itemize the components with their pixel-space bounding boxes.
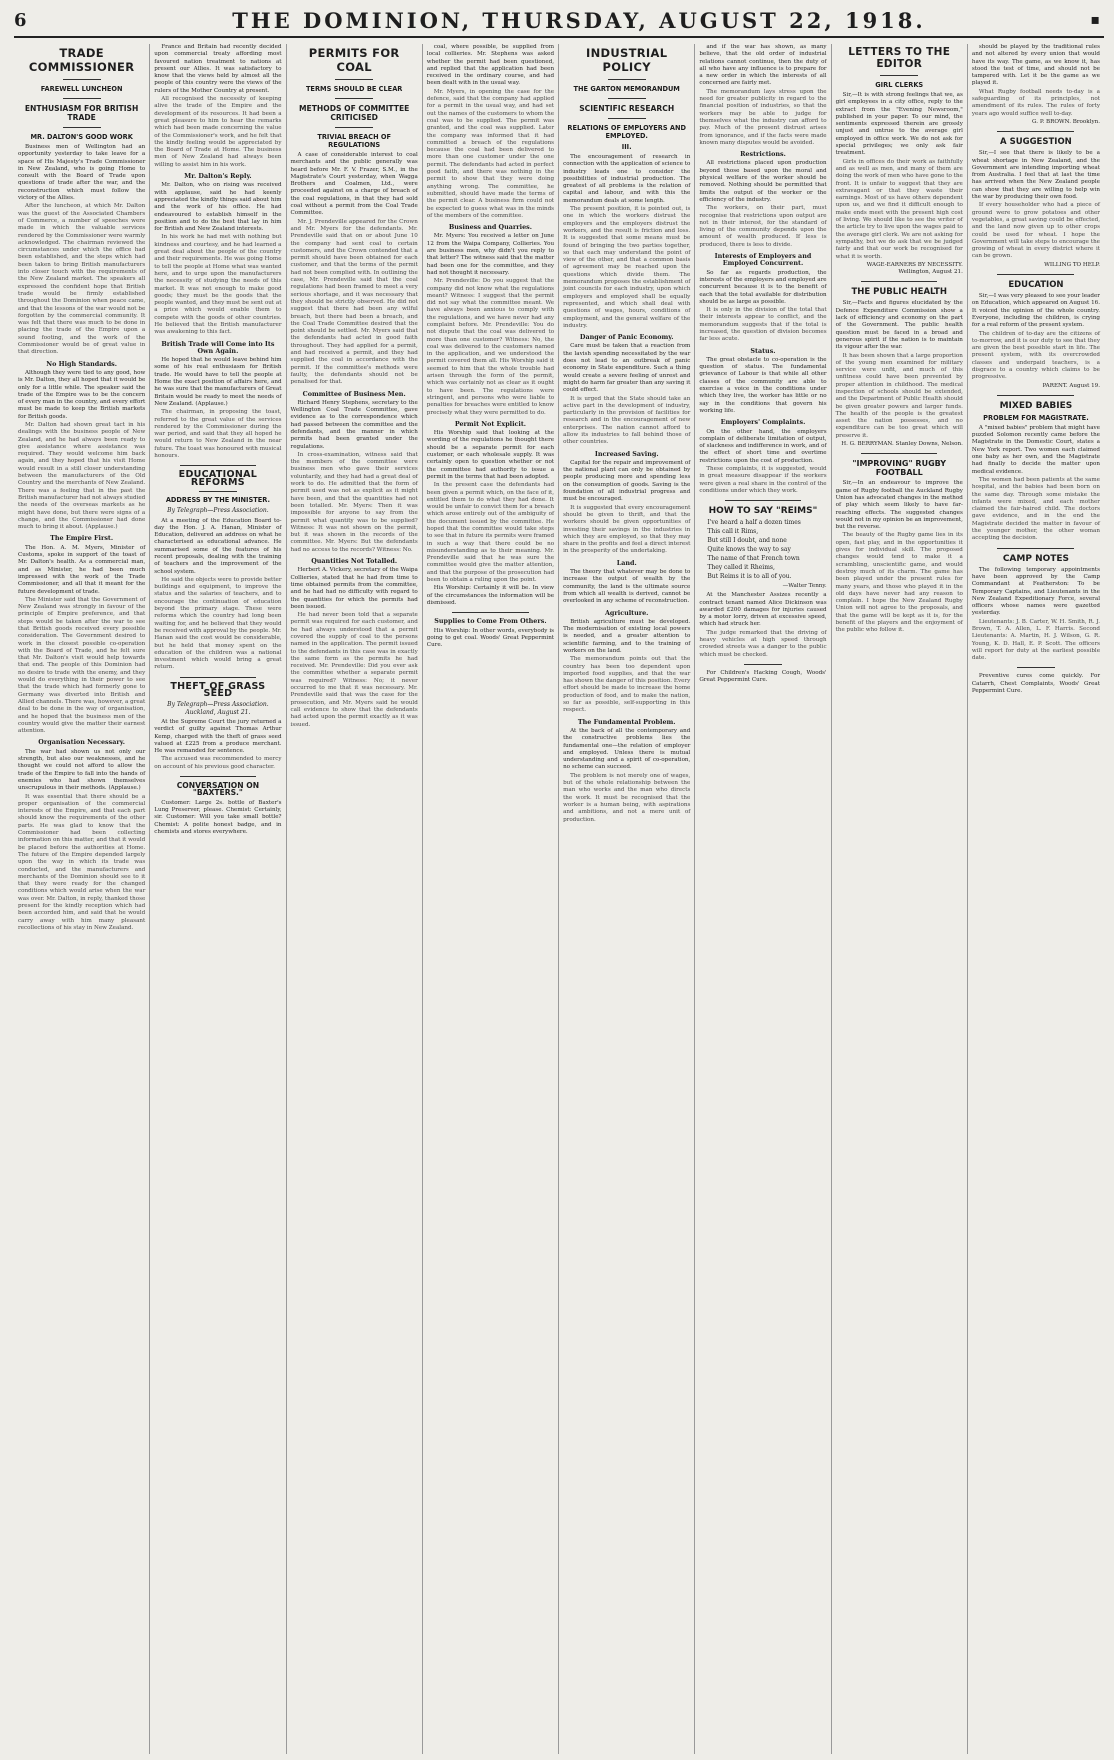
paragraph: The theory that whatever may be done to increase the output of wealth by the community, the land is the ultimate source from which all wealth is derived, cannot be overlooked in any scheme of reconstruction. [563,569,691,605]
article-body: and if the war has shown, as many believe, that the old order of industrial relations cannot continue, then the duty of all who have any influence is to prepare for a new order in which the interests of all concerned are fairly met. The memorandum lays stress upon the need for greater publicity in regard to the financial position of industries, so that the workers may be able to judge for themselves what the industry can afford to pay. Much of the present distrust arises from ignorance, and if the facts were made known many disputes would be avoided. Restrictions. All restrictions placed upon production beyond those based upon the moral and physical welfare of the worker should be removed. Nothing should be permitted that limits the output of the worker or the efficiency of the industry. The workers, on their part, must recognise that restrictions upon output are not in their interest, for the standard of living of the community depends upon the amount of wealth produced. If less is produced, there is less to divide. Interests of Employers and Employed Concurrent. So far as regards production, the interests of the employers and employed are concurrent because it is to the benefit of each that the total available for distribution should be as large as possible. It is only in the division of the total that their interests appear to conflict, and the memorandum suggests that if the total is increased, the question of division becomes far less acute. Status. The great obstacle to co-operation is the question of status. The fundamental grievance of Labour is that while all other classes of the community are able to exercise a voice in the conditions under which they live, the worker has little or no say in the conditions that govern his working life. Employers' Complaints. On the other hand, the employers complain of deliberate limitation of output, of slackness and indifference in work, and of the effect of short time and overtime restrictions upon the cost of production. These complaints, it is suggested, would in great measure disappear if the workers were given a real share in the control of the conditions under which they work. [699,44,827,494]
deck-farewell-luncheon: FAREWELL LUNCHEON [40,85,123,93]
column-8: should be played by the traditional rules and not altered by every union that would have its way. The game, as we know it, has stood the test of time, and should not be tampered with. Let it be the game as we played it. What Rugby football needs to-day is a safeguarding of its principles, not amendment of its rules. The rules of forty years ago would suffice well to-day. G. P. BROWN. Brooklyn. A SUGGESTION Sir,—I see that there is likely to be a wheat shortage in New Zealand, and the Government are intending importing wheat from Australia. I feel that at last the time has arrived when the New Zealand people can show that they are willing to help win the war by producing their own food. If every householder who had a piece of ground were to grow potatoes and other vegetables, a great saving could be effected, and the land now given up to other crops could be used for wheat. I hope the Government will take steps to encourage the growing of wheat in every district where it can be grown. WILLING TO HELP. EDUCATION Sir,—I was very pleased to see your leader on Education, which appeared on August 16. It voiced the opinion of the whole country. Everyone, including the children, is crying for a real reform of the present system. The children of to-day are the citizens of to-morrow, and it is our duty to see that they are given the best possible start in life. The present system, with its overcrowded classes and underpaid teachers, is a disgrace to a country which claims to be progressive. PARENT. August 19. MIXED BABIES PROBLEM FOR MAGISTRATE. A "mixed babies" problem that might have puzzled Solomon recently came before the Magistrate in the Domestic Court, states a New York report. Two women each claimed one baby as her own, and the Magistrate had finally to decide the matter upon medical evidence. The women had been patients at the same hospital, and the babies had been born on the same day. Through some mistake the infants were mixed, and each mother claimed the fair-haired child. The doctors gave evidence, and in the end the Magistrate decided the matter in favour of the younger mother, the other woman accepting the decision. CAMP NOTES The following temporary appointments have been approved by the Camp Commandant at Featherston: To be Temporary Captains, and Lieutenants in the New Zealand Expeditionary Force, several officers whose names were gazetted yesterday. Lieutenants: J. B. Carter, W. H. Smith, R. J. Brown, T. A. Allen, L. F. Harris. Second Lieutenants: A. Martin, H. J. Wilson, G. R. Young, K. D. Hall, E. P. Scott. The officers will report for duty at the earliest possible date. Preventive cures come quickly. For Catarrh, Chest Complaints, Woods' Great Peppermint Cure. [971,44,1100,695]
subheading: Quantities Not Totalled. [311,557,398,566]
signature: PARENT. August 19. [1042,382,1100,389]
subheading: Interests of Employers and Employed Concurrent. [714,252,812,268]
headline-camp-notes: CAMP NOTES [1002,553,1070,564]
subheading: Restrictions. [740,150,786,159]
paragraph: Herbert A. Vickery, secretary of the Waipa Collieries, stated that he had from time to time obtained permits from the committee, and he had had no difficulty with regard to the quantities for which the permits had been issued. [290,567,418,610]
article-body: coal, where possible, be supplied from local collieries. Mr. Stephens was asked whether the permit had been questioned, and replied that the application had been received in the ordinary course, and had been dealt with in the usual way. Mr. Myers, in opening the case for the defence, said that the company had applied for a permit in the usual way, and had set out the names of the customers to whom the coal was to be supplied. The permit was granted, and the coal was supplied. Later the company was informed that it had committed a breach of the regulations because the coal had been delivered to more than one customer under the one permit. The defendants had acted in perfect good faith, and there was nothing in the permit to show that they were doing anything wrong. The committee, he submitted, should have made the terms of the permit clear. A business firm could not be expected to guess what was in the minds of the members of the committee. Business and Quarries. Mr. Myers: You received a letter on June 12 from the Waipa Company, Collieries. You are business men, why didn't you reply to that letter? The witness said that the matter had been one for the committee, and they had not thought it necessary. Mr. Prendeville: Do you suggest that the company did not know what the regulations meant? Witness: I suggest that the permit did not say what the committee meant. We have always been anxious to comply with the regulations, and we have never had any complaint before. Mr. Prendeville: You do not dispute that the coal was delivered to more than one customer? Witness: No, the coal was delivered to the customers named in the application, and we understood the permit covered them all. His Worship said it seemed to him that the whole trouble had arisen through the form of the permit, which was certainly not as clear as it ought to have been. The regulations were stringent, and persons who were liable to penalties for breaches were entitled to know precisely what they were permitted to do. Permit Not Explicit. His Worship said that looking at the wording of the regulations he thought there should be a separate permit for each customer, or each wholesale supply. It was certainly open to question whether or not the committee had authority to issue a permit in the terms that had been adopted. In the present case the defendants had been given a permit which, on the face of it, entitled them to do what they had done. It would be unfair to convict them for a breach which arose entirely out of the ambiguity of the document issued by the committee. He hoped that the committee would take steps to see that in future its permits were framed in such a way that there could be no misunderstanding as to their meaning. Mr. Prendeville said that he was sure the committee would give the matter attention, and that the purpose of the prosecution had been to obtain a ruling upon the point. His Worship: Certainly it will be. In view of the circumstances the information will be dismissed. Supplies to Come From Others. His Worship: In other words, everybody is going to get coal. Woods' Great Peppermint Cure. [426,44,555,649]
paragraph: The Hon. A. M. Myers, Minister of Customs, spoke in support of the toast of Mr. Dalton's health. As a commercial man, and as Minister, he had been much impressed with the work of the Trade Commissioner, and all that it meant for the future development of trade. [18,544,146,595]
column-5 [559,44,695,1754]
advertisement-heading: Supplies to Come From Others. [434,617,547,626]
subheading: Mr. Dalton's Reply. [184,172,252,181]
subheading: No High Standards. [46,359,118,368]
headline-industrial-policy: INDUSTRIAL POLICY [586,46,668,74]
advertisement: Customer: Large 2s. bottle of Baxter's Lung Preserver, please. Chemist: Certainly, sir. Customer: Will you take small bottle? Chemist: A polite honest badge, and in chemists and stores everywhere. [154,799,282,835]
poem-signature: —Walter Tenny. [782,583,827,590]
article-body: A case of considerable interest to coal merchants and the public generally was heard before Mr. F. V. Frazer, S.M., in the Magistrate's Court yesterday, when Wagga Brothers and Coalmen, Ltd., were proceeded against on a charge of breach of the coal regulations, in that they had sold coal without a permit from the Coal Trade Committee. Mr. J. Prendeville appeared for the Crown and Mr. Myers for the defendants. Mr. Prendeville said that on or about June 10 the company had sent coal to certain customers, and the Crown contended that a permit should have been obtained for each customer, and that the terms of the permit had not been complied with. In outlining the case, Mr. Prendeville said that the coal regulations had been framed to meet a very serious shortage, and it was necessary that they should be strictly observed. He did not suggest that there had been any wilful breach, but there had been a breach, and the Coal Trade Committee desired that the point should be settled. Mr. Myers said that the defendants had acted in good faith throughout. They had applied for a permit, and had received a permit, and they had supplied the coal in accordance with the permit. If the committee's methods were faulty, the defendants should not be penalised for that. Committee of Business Men. Richard Henry Stephens, secretary to the Wellington Coal Trade Committee, gave evidence as to the correspondence which had passed between the committee and the defendants, and the manner in which permits had been granted under the regulations. In cross-examination, witness said that the members of the committee were business men who gave their services voluntarily, and they had had a great deal of work to do. He admitted that the form of permit used was not as explicit as it might have been, and that the quantities had not been totalled. Mr. Myers: Then it was impossible for anyone to say from the permit what quantity was to be supplied? Witness: It was not shown on the permit, but it was shown in the records of the committee. Mr. Myers: But the defendants had no access to the records? Witness: No. Quantities Not Totalled. Herbert A. Vickery, secretary of the Waipa Collieries, stated that he had from time to time obtained permits from the committee, and he had had no difficulty with regard to the quantities for which the permits had been issued. He had never been told that a separate permit was required for each customer, and he had always understood that a permit covered the supply of coal to the persons named in the application. The permit issued to the defendants in this case was in exactly the same form as the permits he had received. Mr. Prendeville: Did you ever ask the committee whether a separate permit was required? Witness: No; it never occurred to me that it was necessary. Mr. Prendeville said that was the case for the prosecution, and Mr. Myers said he would call evidence to show that the defendants had acted upon the permit exactly as it was issued. [290,152,418,728]
paragraph: At the Supreme Court the jury returned a verdict of guilty against Thomas Arthur Kemp, charged with the theft of grass seed valued at £225 from a produce merchant. He was remanded for sentence. [154,718,282,755]
article-body: should be played by the traditional rules and not altered by every union that would have its way. The game, as we know it, has stood the test of time, and should not be tampered with. Let it be the game as we played it. What Rugby football needs to-day is a safeguarding of its principles, not amendment of its rules. The rules of forty years ago would suffice well to-day. G. P. BROWN. Brooklyn. [971,44,1100,125]
subheading: Employers' Complaints. [720,418,806,427]
paragraph: Mr. Myers: You received a letter on June 12 from the Waipa Company, Collieries. You are business men, why didn't you reply to that letter? The witness said that the matter had been one for the committee, and they had not thought it necessary. [426,233,555,276]
paragraph: Richard Henry Stephens, secretary to the Wellington Coal Trade Committee, gave evidence as to the correspondence which had passed between the committee and the defendants, and the manner in which permits had been granted under the regulations. [290,399,418,450]
headline-letters-to-editor: LETTERS TO THE EDITOR [848,46,951,70]
deck-enthusiasm: ENTHUSIASM FOR BRITISH TRADE [24,104,139,122]
paragraph: The following temporary appointments have been approved by the Camp Commandant at Featherston: To be Temporary Captains, and Lieutenants in the New Zealand Expeditionary Force, several officers whose names were gazetted yesterday. [971,566,1100,617]
headline-education: EDUCATION [1008,280,1064,291]
paragraph: In an endeavour to improve the game of Rugby football the Auckland Rugby Union has advocated changes in the method of play which seem likely to have far-reaching effects. The suggested changes would not in my opinion be an improvement, but the reverse. [835,480,963,531]
paragraph: The encouragement of research in connection with the application of science to industry leads one to consider the possibilities of industrial production. The greatest of all problems is the relation of capital and labour, and with this the memorandum deals at some length. [563,154,691,204]
paragraph: At the Manchester Assizes recently a contract tenant named Alice Dickinson was awarded £200 damages for injuries caused by a motor lorry, driven at excessive speed, which had struck her. [699,592,827,628]
part-number: III. [621,143,632,151]
poem-line: Quite knows the way to say [707,546,791,554]
salutation: Sir,— [842,480,858,487]
paragraph: At the back of all the contemporary and the constructive problems lies the fundamental one—the relation of employer and employed. Unless there is mutual understanding and a spirit of co-operation, no scheme can succeed. [563,727,691,771]
headline-how-to-say-reims: HOW TO SAY "REIMS" [708,506,818,517]
paragraph: The great obstacle to co-operation is the question of status. The fundamental grievance of Labour is that while all other classes of the community are able to exercise a voice in the conditions under which they live, the worker has little or no say in the conditions that govern his working life. [699,356,827,414]
subheading: Business and Quarries. [448,223,532,232]
signature: WAGE-EARNERS BY NECESSITY. Wellington, August 21. [866,261,963,276]
signature: H. G. BERRYMAN. Stanley Downs, Nelson. [841,441,963,448]
poem-line: But Reims it is to all of you. [707,573,792,581]
headline-trade-commissioner: TRADE COMMISSIONER [28,46,135,74]
paragraph: He hoped that he would leave behind him some of his real enthusiasm for British trade. He would have to tell the people at Home the exact position of affairs here, and he was sure that the manufacturers of Great Britain would be ready to meet the needs of New Zealand. (Applause.) [154,357,282,407]
deck-trivial-breach: TRIVIAL BREACH OF REGULATIONS [317,133,391,149]
deck-terms-clear: TERMS SHOULD BE CLEAR [305,85,403,93]
deck-methods-criticised: METHODS OF COMMITTEE CRITICISED [299,104,410,122]
paragraph: Although they were tied to any good, how is Mr. Dalton, they all hoped that it would be only for a little while. The speaker said the trade of the Empire was to be the concern of every man in the country, and every effort must be made to keep the British markets for British goods. [18,369,146,420]
paragraph: Care must be taken that a reaction from the lavish spending necessitated by the war does not lead to an outbreak of panic economy in State expenditure. Such a thing would create a severe feeling of unrest and might do harm far greater than any saving it could effect. [563,343,691,394]
salutation: Sir,— [842,92,858,98]
paragraph: So far as regards production, the interests of the employers and employed are concurrent because it is to the benefit of each that the total available for distribution should be as large as possible. [699,269,827,305]
poem-line: But still I doubt, and none [707,537,787,545]
paragraph: I see that there is likely to be a wheat shortage in New Zealand, and the Government are intending importing wheat from Australia. I feel that at last the time has arrived when the New Zealand people can show that they are willing to help win the war by producing their own food. [971,150,1100,201]
column-4 [423,44,559,1754]
headline-mixed-babies: MIXED BABIES [999,400,1073,411]
deck-garton-memorandum: THE GARTON MEMORANDUM [573,85,680,93]
salutation: Sir,— [978,150,994,157]
paragraph: On the other hand, the employers complain of deliberate limitation of output, of slackness and indifference in work, and of the effect of short time and overtime restrictions upon the cost of production. [699,428,827,464]
paragraph: Business men of Wellington had an opportunity yesterday to take leave for a space of His Majesty's Trade Commissioner in New Zealand, who is going Home to consult with the Board of Trade upon questions of trade after the war, and the reconstruction which must follow the victory of the Allies. [18,144,146,202]
signature: G. P. BROWN. Brooklyn. [1032,118,1100,125]
paragraph: Capital for the repair and improvement of the national plant can only be obtained by people producing more and spending less on the consumption of goods. Saving is the foundation of all industrial progress and must be encouraged. [563,459,691,503]
paragraph: At a meeting of the Education Board to-day the Hon. J. A. Hanan, Minister of Education, delivered an address on what he characterised as educational advance. He summarised some of the features of his recent proposals, dealing with the training of teachers and the improvement of the school system. [154,517,282,575]
paragraph: A case of considerable interest to coal merchants and the public generally was heard before Mr. F. V. Frazer, S.M., in the Magistrate's Court yesterday, when Wagga Brothers and Coalmen, Ltd., were proceeded against on a charge of breach of the coal regulations, in that they had sold coal without a permit from the Coal Trade Committee. [290,152,418,217]
article-body: France and Britain had recently decided upon commercial treaty affording most favoured nation treatment to nations at present our Allies. It was satisfactory to know that the views held by almost all the people of this country were the views of the rulers of the Mother Country at present. All recognised the necessity of keeping alive the trade of the Empire and the development of its resources. It had been a great pleasure to him to hear the remarks which had been made concerning the value of the Commissioner's work, and he felt that the kindly feeling would be appreciated by the Board of Trade at Home. The business men of New Zealand had always been willing to assist him in his work. Mr. Dalton's Reply. Mr. Dalton, who on rising was received with applause, said he had keenly appreciated the kindly things said about him and the work of his office. He had endeavoured to establish himself in the position and to do the best that lay in him for British and New Zealand interests. In his work he had met with nothing but kindness and courtesy, and he had learned a great deal about the people of the country and their requirements. He was going Home to tell the people at Home what was wanted here, and to urge upon the manufacturers the necessity of studying the needs of this market. It was not enough to make good goods; they must be the goods that the people wanted, and they must be sent out at a price which would enable them to compete with the goods of other countries. He believed that the British manufacturer was awakening to this fact. British Trade will Come into Its Own Again. He hoped that he would leave behind him some of his real enthusiasm for British trade. He would have to tell the people at Home the exact position of affairs here, and he was sure that the manufacturers of Great Britain would be ready to meet the needs of New Zealand. (Applause.) The chairman, in proposing the toast, referred to the great value of the services rendered by the Commissioner during the war period, and said that they all hoped he would return to New Zealand in the near future. The toast was honoured with musical honours. EDUCATIONAL REFORMS ADDRESS BY THE MINISTER. By Telegraph—Press Association. At a meeting of the Education Board to-day the Hon. J. A. Hanan, Minister of Education, delivered an address on what he characterised as educational advance. He summarised some of the features of his recent proposals, dealing with the training of teachers and the improvement of the school system. He said the objects were to provide better buildings and equipment, to improve the status and the salaries of teachers, and to encourage the continuation of education beyond the primary stage. These were reforms which the country had long been waiting for, and he believed that they would be received with approval by the people. Mr. Hanan said the cost would be considerable, but he held that money spent on the education of the children was a national investment which would bring a great return. THEFT OF GRASS SEED By Telegraph—Press Association. Auckland, August 21. At the Supreme Court the jury returned a verdict of guilty against Thomas Arthur Kemp, charged with the theft of grass seed valued at £225 from a produce merchant. He was remanded for sentence. The accused was recommended to mercy on account of his previous good character. CONVERSATION ON "BAXTERS." Customer: Large 2s. bottle of Baxter's Lung Preserver, please. Chemist: Certainly, sir. Customer: Will you take small bottle? Chemist: A polite honest badge, and in chemists and stores everywhere. [154,44,282,835]
headline-improving-rugby: "IMPROVING" RUGBY FOOTBALL [852,459,947,478]
subheading: Land. [616,558,637,567]
paragraph: Facts and figures elucidated by the Defence Expenditure Commission show a lack of efficiency and economy on the part of the Government. The public health question must be faced in a broad and generous spirit if the nation is to maintain its vigour after the war. [835,300,963,351]
paragraph: should be played by the traditional rules and not altered by every union that would have its way. The game, as we know it, has stood the test of time, and should not be tampered with. Let it be the game as we played it. [971,44,1100,87]
page-number: 6 [14,10,27,31]
subheading: The Fundamental Problem. [577,717,676,726]
subheading: Committee of Business Men. [302,389,406,398]
poem-line: This call it Rims, [707,528,759,536]
article-body: The encouragement of research in connection with the application of science to industry leads one to consider the possibilities of industrial production. The greatest of all problems is the relation of capital and labour, and with this the memorandum deals at some length. The present position, it is pointed out, is one in which the workers distrust the employers and the employers distrust the workers, and the result is friction and loss. It is suggested that some means must be found of bringing the two parties together, so that each may understand the point of view of the other, and that a common basis of agreement may be reached upon the questions which divide them. The memorandum proposes the establishment of joint councils for each industry, upon which employers and employed shall be equally represented, and which shall deal with questions of wages, hours, conditions of employment, and the general welfare of the industry. Danger of Panic Economy. Care must be taken that a reaction from the lavish spending necessitated by the war does not lead to an outbreak of panic economy in State expenditure. Such a thing would create a severe feeling of unrest and might do harm far greater than any saving it could effect. It is urged that the State should take an active part in the development of industry, particularly in the provision of facilities for research and in the encouragement of new enterprises. The nation cannot afford to allow its industries to fall behind those of other countries. Increased Saving. Capital for the repair and improvement of the national plant can only be obtained by people producing more and spending less on the consumption of goods. Saving is the foundation of all industrial progress and must be encouraged. It is suggested that every encouragement should be given to thrift, and that the workers should be given opportunities of investing their savings in the industries in which they are employed, so that they may share in the profits and feel a direct interest in the prosperity of the undertaking. Land. The theory that whatever may be done to increase the output of wealth by the community, the land is the ultimate source from which all wealth is derived, cannot be overlooked in any scheme of reconstruction. Agriculture. British agriculture must be developed. The modernisation of existing local powers is needed, and a greater attention to scientific farming, and to the training of workers on the land. The memorandum points out that the country has been too dependent upon imported food supplies, and that the war has shown the danger of this position. Every effort should be made to increase the home production of food, and to make the nation, so far as possible, self-supporting in this respect. The Fundamental Problem. At the back of all the contemporary and the constructive problems lies the fundamental one—the relation of employer and employed. Unless there is mutual understanding and a spirit of co-operation, no scheme can succeed. The problem is not merely one of wages, but of the whole relationship between the man who works and the man who directs the work. It must be recognised that the worker is a human being, with aspirations and ambitions, and not a mere unit of production. [563,154,691,823]
poem-line: The name of that French town [707,555,800,563]
subheading: Danger of Panic Economy. [579,333,674,342]
deck-good-work: MR. DALTON'S GOOD WORK [30,133,133,141]
salutation: Sir,— [978,293,994,300]
columns [14,44,1104,1754]
paragraph: A "mixed babies" problem that might have puzzled Solomon recently came before the Magistrate in the Domestic Court, states a New York report. Two women each claimed one baby as her own, and the Magistrate had finally to decide the matter upon medical evidence. [971,424,1100,475]
paragraph: I was very pleased to see your leader on Education, which appeared on August 16. It voiced the opinion of the whole country. Everyone, including the children, is crying for a real reform of the present system. [971,293,1100,329]
column-6: and if the war has shown, as many believe, that the old order of industrial relations cannot continue, then the duty of all who have any influence is to prepare for a new order in which the interests of all concerned are fairly met. The memorandum lays stress upon the need for greater publicity in regard to the financial position of industries, so that the workers may be able to judge for themselves what the industry can afford to pay. Much of the present distrust arises from ignorance, and if the facts were made known many disputes would be avoided. Restrictions. All restrictions placed upon production beyond those based upon the moral and physical welfare of the worker should be removed. Nothing should be permitted that limits the output of the worker or the efficiency of the industry. The workers, on their part, must recognise that restrictions upon output are not in their interest, for the standard of living of the community depends upon the amount of wealth produced. If less is produced, there is less to divide. Interests of Employers and Employed Concurrent. So far as regards production, the interests of the employers and employed are concurrent because it is to the benefit of each that the total available for distribution should be as large as possible. It is only in the division of the total that their interests appear to conflict, and the memorandum suggests that if the total is increased, the question of division becomes far less acute. Status. The great obstacle to co-operation is the question of status. The fundamental grievance of Labour is that while all other classes of the community are able to exercise a voice in the conditions under which they live, the worker has little or no say in the conditions that govern his working life. Employers' Complaints. On the other hand, the employers complain of deliberate limitation of output, of slackness and indifference in work, and of the effect of short time and overtime restrictions upon the cost of production. These complaints, it is suggested, would in great measure disappear if the workers were given a real share in the control of the conditions under which they work. HOW TO SAY "REIMS" I've heard a half a dozen times This call it Rims, But still I doubt, and none Quite knows the way to say The name of that French town They called it Rheims, But Reims it is to all of you. —Walter Tenny. At the Manchester Assizes recently a contract tenant named Alice Dickinson was awarded £200 damages for injuries caused by a motor lorry, driven at excessive speed, which had struck her. The judge remarked that the driving of heavy vehicles at high speed through crowded streets was a danger to the public which must be checked. For Children's Hacking Cough, Woods' Great Peppermint Cure. [695,44,831,1754]
paragraph: France and Britain had recently decided upon commercial treaty affording most favoured nation treatment to nations at present our Allies. It was satisfactory to know that the views held by almost all the people of this country were the views of the rulers of the Mother Country at present. [154,44,282,94]
headline-educational-reforms: EDUCATIONAL REFORMS [178,469,258,488]
paragraph: His Worship: Certainly it will be. In view of the circumstances the information will be dismissed. [426,585,555,606]
advertisement: His Worship: In other words, everybody is going to get coal. Woods' Great Peppermint Cure. [426,627,555,649]
corner-mark: ▪ [1090,12,1100,28]
column-7: LETTERS TO THE EDITOR GIRL CLERKS Sir,—It is with strong feelings that we, as girl employees in a city office, reply to the extract from the "Evening Newsroom," published in your paper. To our mind, the sentiments expressed therein are grossly unjust and untrue to the average girl employed in office work. We do not ask for special privileges; we only ask fair treatment. Girls in offices do their work as faithfully and as well as men, and many of them are doing the work of men who have gone to the front. It is unfair to suggest that they are extravagant or that they waste their earnings. Most of us have others dependent upon us, and we find it difficult enough to make ends meet with the present high cost of living. We should like to see the writer of the article try to live upon the wages paid to the average girl clerk. We are not asking for sympathy, but we do ask that we be judged fairly and that our work be recognised for what it is worth. WAGE-EARNERS BY NECESSITY. Wellington, August 21. THE PUBLIC HEALTH Sir,—Facts and figures elucidated by the Defence Expenditure Commission show a lack of efficiency and economy on the part of the Government. The public health question must be faced in a broad and generous spirit if the nation is to maintain its vigour after the war. It has been shown that a large proportion of the young men examined for military service were unfit, and much of this unfitness could have been prevented by proper attention in childhood. The medical inspection of schools should be extended, and the Department of Public Health should be given greater powers and larger funds. The health of the people is the greatest asset the nation possesses, and no expenditure can be too great which will preserve it. H. G. BERRYMAN. Stanley Downs, Nelson. "IMPROVING" RUGBY FOOTBALL Sir,—In an endeavour to improve the game of Rugby football the Auckland Rugby Union has advocated changes in the method of play which seem likely to have far-reaching effects. The suggested changes would not in my opinion be an improvement, but the reverse. The beauty of the Rugby game lies in its open, fast play, and in the opportunities it gives for individual skill. The proposed changes would tend to make it a scrambling, unscientific game, and would destroy much of its charm. The game has been played under the present rules for many years, and those who played it in the old days have never had any reason to complain. I hope the New Zealand Rugby Union will not agree to the proposals, and that the game will be kept as it is, for the benefit of the players and the enjoyment of the public who follow it. [832,44,968,1754]
column-1 [14,44,150,1754]
deck-problem-for-magistrate: PROBLEM FOR MAGISTRATE. [983,413,1089,422]
paragraph: British agriculture must be developed. The modernisation of existing local powers is needed, and a greater attention to scientific farming, and to the training of workers on the land. [563,618,691,654]
subheading: Organisation Necessary. [38,738,125,747]
poem [699,519,826,581]
advertisement: For Children's Hacking Cough, Woods' Great Peppermint Cure. [699,669,827,684]
poem-line: I've heard a half a dozen times [707,519,801,527]
byline: By Telegraph—Press Association. Auckland, August 21. [167,701,269,716]
masthead [14,6,1104,38]
deck-relations: RELATIONS OF EMPLOYERS AND EMPLOYED. [567,124,687,140]
headline-conversation-baxters: CONVERSATION ON "BAXTERS." [176,781,260,798]
headline-permits-for-coal: PERMITS FOR COAL [308,46,400,74]
subheading: Status. [750,346,776,355]
subheading: The Empire First. [50,534,114,543]
byline: By Telegraph—Press Association. [167,507,269,515]
subheading: Increased Saving. [594,449,659,458]
paragraph: coal, where possible, be supplied from local collieries. Mr. Stephens was asked whether the permit had been questioned, and replied that the application had been received in the ordinary course, and had been dealt with in the usual way. [426,44,555,87]
subheading: Permit Not Explicit. [454,419,527,428]
paragraph: The war had shown us not only our strength, but also our weaknesses, and he thought we could not afford to allow the trade of the Empire to fall into the hands of enemies who had shown themselves unscrupulous in their methods. (Applause.) [18,748,146,792]
column-2 [150,44,286,1754]
advertisement: Preventive cures come quickly. For Catarrh, Chest Complaints, Woods' Great Peppermint Cure. [971,673,1100,695]
paragraph: His Worship said that looking at the wording of the regulations he thought there should be a separate permit for each customer, or each wholesale supply. It was certainly open to question whether or not the committee had authority to issue a permit in the terms that had been adopted. [426,430,555,480]
poem-line: They called it Rheims, [707,564,775,572]
newspaper-title: THE DOMINION, THURSDAY, AUGUST 22, 1918. [232,8,926,33]
deck-address-by-minister: ADDRESS BY THE MINISTER. [165,495,270,504]
headline-public-health: THE PUBLIC HEALTH [851,287,947,298]
deck-scientific-research: SCIENTIFIC RESEARCH [579,104,675,113]
column-3 [287,44,423,1754]
paragraph: It is with strong feelings that we, as girl employees in a city office, reply to the extract from the "Evening Newsroom," published in your paper. To our mind, the sentiments expressed therein are grossly unjust and untrue to the average girl employed in office work. We do not ask for special privileges; we only ask fair treatment. [835,92,963,157]
article-body: Business men of Wellington had an opportunity yesterday to take leave for a space of His Majesty's Trade Commissioner in New Zealand, who is going Home to consult with the Board of Trade upon questions of trade after the war, and the reconstruction which must follow the victory of the Allies. After the luncheon, at which Mr. Dalton was the guest of the Associated Chambers of Commerce, a number of speeches were made in which the valuable services rendered by the Commissioner were warmly acknowledged. The chairman reviewed the circumstances under which the office had been established, and the steps which had been taken to bring British manufacturers into closer touch with the requirements of the New Zealand market. The speakers all expressed the confident hope that British trade would be firmly established throughout the Dominion when peace came, and that the lessons of the war would not be forgotten by the commercial community. It was felt that there was much to be done in placing the trade of the Empire upon a sound footing, and the work of the Commissioner would be of great value in that direction. No High Standards. Although they were tied to any good, how is Mr. Dalton, they all hoped that it would be only for a little while. The speaker said the trade of the Empire was to be the concern of every man in the country, and every effort must be made to keep the British markets for British goods. Mr. Dalton had shown great tact in his dealings with the business people of New Zealand, and he had always been ready to give assistance where assistance was required. They would welcome him back again, and they hoped that his visit Home would result in a still closer understanding between the manufacturers of the Old Country and the merchants of New Zealand. There was a feeling that in the past the British manufacturer had not always studied the needs of the overseas markets as he might have done, but there were signs of a change, and the Commissioner had done much to bring it about. (Applause.) The Empire First. The Hon. A. M. Myers, Minister of Customs, spoke in support of the toast of Mr. Dalton's health. As a commercial man, and as Minister, he had been much impressed with the work of the Trade Commissioner, and all that it meant for the future development of trade. The Minister said that the Government of New Zealand was strongly in favour of the principle of Empire preference, and that steps would be taken after the war to see that British goods received every possible consideration. The Government desired to work in the closest possible co-operation with the Board of Trade, and he felt sure that Mr. Dalton's visit would help towards that end. The people of this Dominion had no desire to trade with the enemy, and they would do everything in their power to see that the trade which had formerly gone to Germany was diverted into British and Allied channels. There was, however, a great deal to be done in the way of organisation, and he hoped that the business men of the country would give the matter their earnest attention. Organisation Necessary. The war had shown us not only our strength, but also our weaknesses, and he thought we could not afford to allow the trade of the Empire to fall into the hands of enemies who had shown themselves unscrupulous in their methods. (Applause.) It was essential that there should be a proper organisation of the commercial interests of the Empire, and that each part should know the requirements of the other parts. He was glad to know that the Commissioner had been collecting information on this matter, and that it would be placed before the authorities at Home. The future of the Empire depended largely upon the way in which its trade was conducted, and the manufacturers and merchants of the Dominion should see to it that they were ready for the changed conditions which would arise when the war was over. Mr. Dalton, in reply, thanked those present for the kindly reception which had been accorded him, and said that he would carry away with him many pleasant recollections of his stay in New Zealand. [18,144,146,931]
signature: WILLING TO HELP. [1044,261,1100,268]
salutation: Sir,— [842,300,858,307]
paragraph: Mr. Dalton, who on rising was received with applause, said he had keenly appreciated the kindly things said about him and the work of his office. He had endeavoured to establish himself in the position and to do the best that lay in him for British and New Zealand interests. [154,182,282,233]
article-body: Sir,—It is with strong feelings that we, as girl employees in a city office, reply to the extract from the "Evening Newsroom," published in your paper. To our mind, the sentiments expressed therein are grossly unjust and untrue to the average girl employed in office work. We do not ask for special privileges; we only ask fair treatment. Girls in offices do their work as faithfully and as well as men, and many of them are doing the work of men who have gone to the front. It is unfair to suggest that they are extravagant or that they waste their earnings. Most of us have others dependent upon us, and we find it difficult enough to make ends meet with the present high cost of living. We should like to see the writer of the article try to live upon the wages paid to the average girl clerk. We are not asking for sympathy, but we do ask that we be judged fairly and that our work be recognised for what it is worth. WAGE-EARNERS BY NECESSITY. Wellington, August 21. [835,92,963,276]
paragraph: All restrictions placed upon production beyond those based upon the moral and physical welfare of the worker should be removed. Nothing should be permitted that limits the output of the worker or the efficiency of the industry. [699,160,827,203]
deck-girl-clerks: GIRL CLERKS [875,81,924,89]
subheading: British Trade will Come into Its Own Again. [161,339,275,355]
headline-a-suggestion: A SUGGESTION [1000,137,1072,148]
paragraph: and if the war has shown, as many believe, that the old order of industrial relations cannot continue, then the duty of all who have any influence is to prepare for a new order in which the interests of all concerned are fairly met. [699,44,827,87]
headline-theft-grass-seed: THEFT OF GRASS SEED [170,680,266,700]
subheading: Agriculture. [604,608,649,617]
